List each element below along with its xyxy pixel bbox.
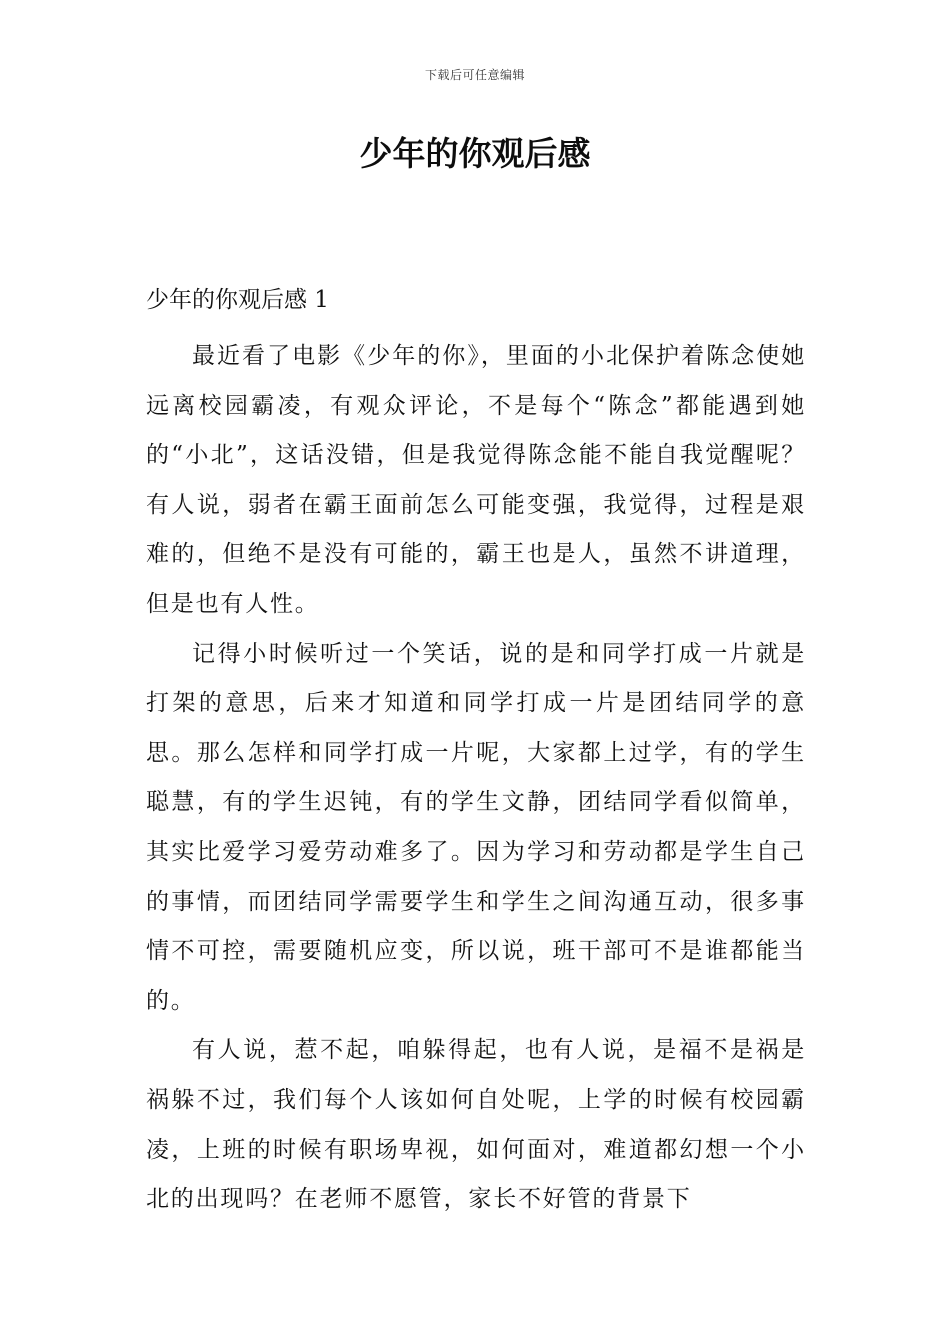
header-note: 下载后可任意编辑 — [424, 68, 525, 82]
section-heading: 少年的你观后感 1 — [146, 287, 329, 313]
paragraph-1: 最近看了电影《少年的你》，里面的小北保护着陈念使她远离校园霸凌，有观众评论，不是每个“陈念”都能遇到她的“小北”，这话没错，但是我觉得陈念能不能自我觉醒呢？有人说，弱者在霸王面前怎么可能变强，我觉得，过程是艰难的，但绝不是没有可能的，霸王也是人，虽然不讲道理，但是也有人性。 — [146, 343, 806, 617]
paragraph-3: 有人说，惹不起，咱躲得起，也有人说，是福不是祸是祸躲不过，我们每个人该如何自处呢，上学的时候有校园霸凌，上班的时候有职场卑视，如何面对，难道都幻想一个小北的出现吗？在老师不愿管，家长不好管的背景下 — [146, 1037, 806, 1213]
paragraph-2: 记得小时候听过一个笑话，说的是和同学打成一片就是打架的意思，后来才知道和同学打成一片是团结同学的意思。那么怎样和同学打成一片呢，大家都上过学，有的学生聪慧，有的学生迟钝，有的学生文静，团结同学看似简单，其实比爱学习爱劳动难多了。因为学习和劳动都是学生自己的事情，而团结同学需要学生和学生之间沟通互动，很多事情不可控，需要随机应变，所以说，班干部可不是谁都能当的。 — [146, 640, 806, 1014]
document-body — [146, 282, 806, 1225]
document-title: 少年的你观后感 — [359, 134, 591, 173]
